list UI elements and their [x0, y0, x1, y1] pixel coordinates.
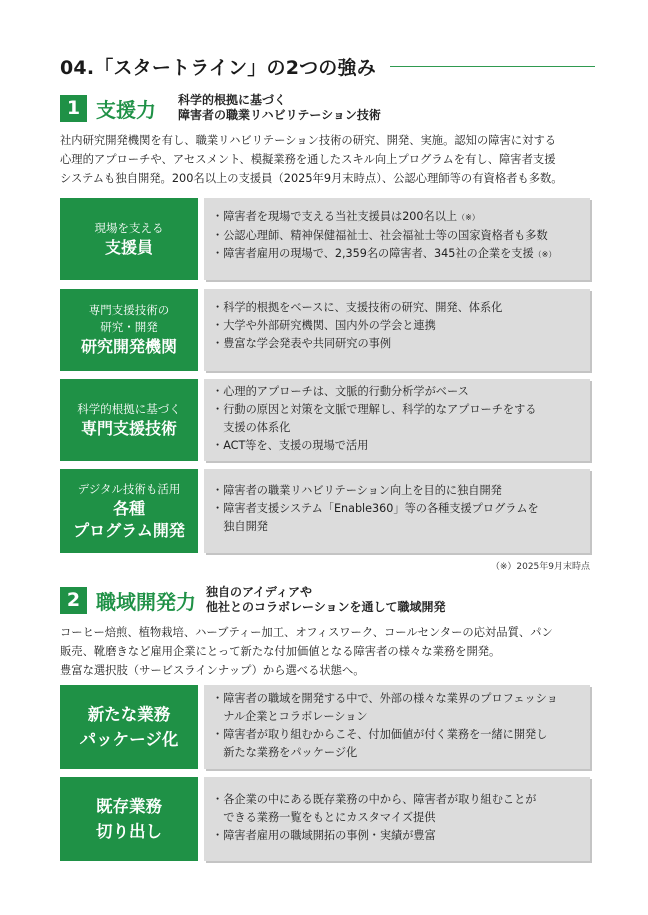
page-title: 04.「スタートライン」の2つの強み — [60, 56, 376, 79]
row-label-title: 既存業務 — [96, 797, 162, 816]
row-label — [60, 469, 198, 553]
bullet-line: ・障害者の職業リハビリテーション向上を目的に独自開発 — [212, 484, 502, 497]
intro-line: 豊富な選択肢（サービスラインナップ）から選べる状態へ。 — [60, 664, 365, 677]
section2-header — [60, 585, 446, 615]
bullet-line: ・障害者を現場で支える当社支援員は200名以上（※） — [212, 210, 480, 223]
section1-subtitle-line: 科学的根拠に基づく — [178, 93, 287, 107]
bullet-line: ・ACT等を、支援の現場で活用 — [212, 439, 369, 452]
row-label-title: 研究開発機関 — [80, 337, 177, 356]
intro-line: 社内研究開発機関を有し、職業リハビリテーション技術の研究、開発、実施。認知の障害に対する — [60, 134, 557, 147]
bullet-line: ・科学的根拠をベースに、支援技術の研究、開発、体系化 — [212, 301, 503, 314]
row-label-caption: 科学的根拠に基づく — [77, 401, 181, 416]
row-body — [204, 198, 590, 280]
strength-row-research — [60, 289, 590, 371]
section2-intro — [60, 623, 600, 680]
section2-number: 2 — [60, 587, 87, 614]
bullet-line: ・障害者支援システム「Enable360」等の各種支援プログラムを — [212, 502, 539, 515]
row-label-title: 各種 — [112, 498, 145, 518]
row-label-caption: 研究・開発 — [100, 320, 158, 334]
bullet-line: ・障害者雇用の現場で、2,359名の障害者、345社の企業を支援（※） — [212, 247, 557, 260]
section1-name: 支援力 — [96, 97, 156, 122]
row-body — [204, 379, 590, 461]
bullet-line: ・障害者が取り組むからこそ、付加価値が付く業務を一緒に開発し — [212, 728, 548, 741]
footnote-mark: （※） — [533, 250, 557, 259]
bullet-line: ・公認心理師、精神保健福祉士、社会福祉士等の国家資格者も多数 — [212, 229, 548, 242]
row-label-caption: 現場を支える — [94, 220, 164, 235]
intro-line: システムも独自開発。200名以上の支援員（2025年9月末時点）、公認心理師等の有資格者も多数。 — [60, 172, 563, 185]
bullet-line: 独自開発 — [212, 520, 268, 533]
page-title-row — [60, 51, 595, 81]
bullet-line: ・心理的アプローチは、文脈的行動分析学がベース — [212, 385, 469, 398]
bullet-line: ・各企業の中にある既存業務の中から、障害者が取り組むことが — [212, 793, 537, 806]
section1-header — [60, 93, 381, 123]
section1-intro — [60, 131, 600, 188]
strength-row-existing-work — [60, 777, 590, 861]
row-label — [60, 198, 198, 280]
bullet-line: ・行動の原因と対策を文脈で理解し、科学的なアプローチをする — [212, 403, 537, 416]
row-label-title: 支援員 — [104, 237, 153, 257]
row-label-title: パッケージ化 — [79, 730, 179, 749]
row-label — [60, 685, 198, 769]
footnote-mark: （※） — [457, 213, 480, 222]
title-rule — [390, 66, 595, 67]
strength-row-support-staff — [60, 198, 590, 280]
row-body — [204, 685, 590, 769]
bullet-line: ・障害者雇用の職域開拓の事例・実績が豊富 — [212, 829, 436, 842]
intro-line: 販売、靴磨きなど雇用企業にとって新たな付加価値となる障害者の様々な業務を開発。 — [60, 645, 501, 658]
row-body — [204, 289, 590, 371]
intro-line: コーヒー焙煎、植物栽培、ハーブティー加工、オフィスワーク、コールセンターの応対品質、パン — [60, 626, 553, 639]
strength-row-new-packages — [60, 685, 590, 769]
section2-subtitle-line: 独自のアイディアや — [206, 585, 312, 599]
row-label-title: 専門支援技術 — [80, 418, 177, 438]
section1-subtitle-line: 障害者の職業リハビリテーション技術 — [178, 108, 381, 122]
strength-row-programs — [60, 469, 590, 553]
bullet-line: 新たな業務をパッケージ化 — [212, 746, 358, 759]
bullet-line: ナル企業とコラボレーション — [212, 710, 368, 723]
row-body — [204, 469, 590, 553]
intro-line: 心理的アプローチや、アセスメント、模擬業務を通したスキル向上プログラムを有し、障害者支援 — [60, 153, 556, 166]
row-label-title: 新たな業務 — [87, 705, 171, 724]
bullet-line: 支援の体系化 — [212, 421, 291, 434]
footnote: （※）2025年9月末時点 — [490, 562, 590, 572]
bullet-line: できる業務一覧をもとにカスタマイズ提供 — [212, 811, 436, 824]
row-label — [60, 379, 198, 461]
row-label-caption: 専門支援技術の — [88, 303, 170, 317]
section2-subtitle — [206, 585, 446, 615]
section2-subtitle-line: 他社とのコラボレーションを通して職域開発 — [206, 600, 446, 614]
bullet-line: ・大学や外部研究機関、国内外の学会と連携 — [212, 319, 436, 332]
row-label — [60, 289, 198, 371]
row-label-title: 切り出し — [96, 822, 162, 841]
row-label-title: プログラム開発 — [73, 520, 185, 540]
section2-name: 職域開発力 — [96, 589, 196, 614]
section1-number: 1 — [60, 95, 87, 122]
row-label-caption: デジタル技術も活用 — [77, 481, 181, 496]
row-body — [204, 777, 590, 861]
bullet-line: ・豊富な学会発表や共同研究の事例 — [212, 337, 392, 350]
section1-subtitle — [178, 93, 381, 123]
strength-row-technique — [60, 379, 590, 461]
row-label — [60, 777, 198, 861]
bullet-line: ・障害者の職域を開発する中で、外部の様々な業界のプロフェッショ — [212, 692, 558, 705]
